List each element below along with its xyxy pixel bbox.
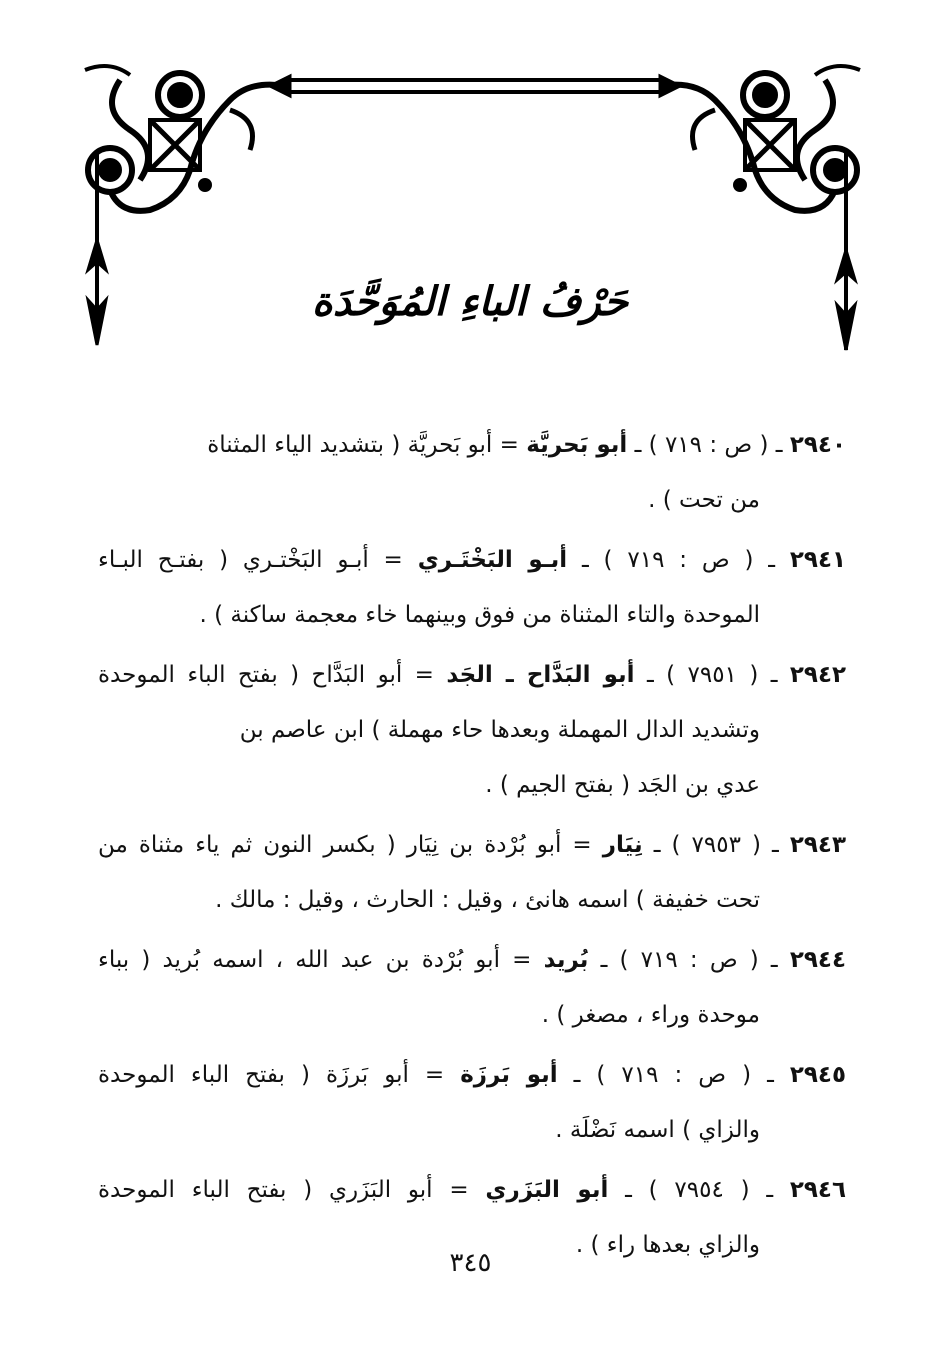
entry-2944 bbox=[98, 933, 846, 1043]
entry-number: ٢٩٤١ bbox=[789, 547, 847, 573]
entry-name: أبو بَرزَة bbox=[460, 1062, 558, 1088]
entry-ref: ـ ( ٧٩٥٣ ) ـ bbox=[653, 832, 779, 858]
entry-line: عدي بن الجَد ( بفتح الجيم ) . bbox=[485, 772, 760, 798]
entries-list bbox=[98, 418, 846, 1278]
entry-ref: ـ ( ص : ٧١٩ ) ـ bbox=[573, 1062, 774, 1088]
entry-line: والزاي ) اسمه نَضْلَة . bbox=[555, 1117, 760, 1143]
entry-number: ٢٩٤٣ bbox=[789, 832, 847, 858]
entry-ref: ـ ( ص : ٧١٩ ) ـ bbox=[600, 947, 778, 973]
entry-number: ٢٩٤٠ bbox=[789, 432, 846, 458]
chapter-title: حَرْفُ الباءِ المُوَحَّدَة bbox=[311, 278, 629, 325]
entry-line: موحدة وراء ، مصغر ) . bbox=[541, 1002, 760, 1028]
left-corner-ornament bbox=[85, 66, 285, 211]
entry-line: الموحدة والتاء المثناة من فوق وبينهما خاء معجمة ساكنة ) . bbox=[199, 602, 760, 628]
entry-line: = أبو البَزَري ( بفتح الباء الموحدة bbox=[98, 1177, 469, 1203]
entry-2943 bbox=[98, 818, 846, 928]
entry-ref: ـ ( ص : ٧١٩ ) ـ bbox=[634, 432, 783, 458]
entry-line: من تحت ) . bbox=[648, 487, 760, 513]
entry-line: = أبو بُرْدة بن نِيَار ( بكسر النون ثم ياء مثناة من bbox=[98, 832, 592, 858]
entry-line: = أبو بَحريَّة ( بتشديد الياء المثناة bbox=[207, 432, 519, 458]
entry-ref: ـ ( ص : ٧١٩ ) ـ bbox=[581, 547, 776, 573]
entry-line: = أبو بُرْدة بن عبد الله ، اسمه بُريد ( بباء bbox=[98, 947, 532, 973]
entry-line: = أبو بَرزَة ( بفتح الباء الموحدة bbox=[98, 1062, 445, 1088]
entry-number: ٢٩٤٤ bbox=[789, 947, 846, 973]
entry-line: والزاي بعدها راء ) . bbox=[575, 1232, 760, 1258]
entry-2942 bbox=[98, 648, 846, 813]
entry-name: نِيَار bbox=[602, 832, 643, 858]
page-number: ٣٤٥ bbox=[449, 1248, 492, 1278]
entry-2940 bbox=[98, 418, 846, 528]
entry-name: أبو البَزَري bbox=[485, 1177, 609, 1203]
entry-line: = أبو البَدَّاح ( بفتح الباء الموحدة bbox=[98, 662, 434, 688]
entry-name: أبـو البَخْتَـري bbox=[417, 547, 568, 573]
entry-2941 bbox=[98, 533, 846, 643]
entry-2945 bbox=[98, 1048, 846, 1158]
entry-number: ٢٩٤٦ bbox=[789, 1177, 847, 1203]
entry-number: ٢٩٤٢ bbox=[789, 662, 847, 688]
entry-line: = أبـو البَخْتـري ( بفتـح البـاء bbox=[98, 547, 403, 573]
entry-ref: ـ ( ٧٩٥١ ) ـ bbox=[646, 662, 778, 688]
entry-name: أبو بَحريَّة bbox=[526, 432, 628, 458]
right-corner-ornament bbox=[660, 66, 860, 211]
entry-number: ٢٩٤٥ bbox=[789, 1062, 847, 1088]
entry-name: بُريد bbox=[543, 947, 589, 973]
ornamental-frame bbox=[0, 0, 941, 400]
entry-name: أبو البَدَّاح ـ الجَد bbox=[446, 662, 635, 688]
entry-line: تحت خفيفة ) اسمه هانئ ، وقيل : الحارث ، وقيل : مالك . bbox=[215, 887, 760, 913]
entry-line: وتشديد الدال المهملة وبعدها حاء مهملة ) ابن عاصم بن bbox=[239, 717, 760, 743]
entry-ref: ـ ( ٧٩٥٤ ) ـ bbox=[625, 1177, 774, 1203]
